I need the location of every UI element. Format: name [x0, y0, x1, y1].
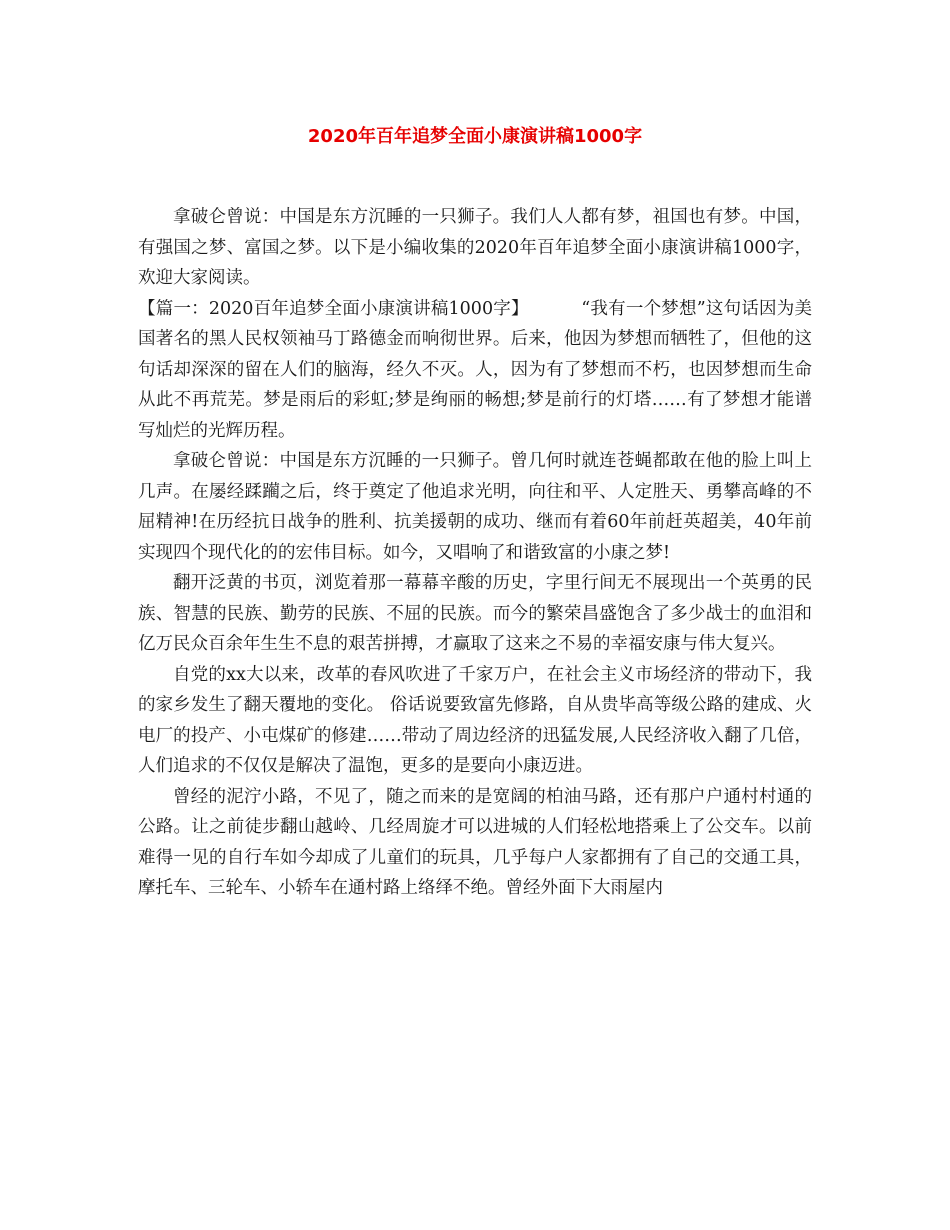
body-paragraph: 翻开泛黄的书页，浏览着那一幕幕辛酸的历史，字里行间无不展现出一个英勇的民族、智慧的民族、勤劳的民族、不屈的民族。而今的繁荣昌盛饱含了多少战士的血泪和亿万民众百余年生生不息的艰苦拼搏，才赢取了这来之不易的幸福安康与伟大复兴。: [138, 573, 812, 654]
body-paragraph: 自党的xx大以来，改革的春风吹进了千家万户，在社会主义市场经济的带动下，我的家乡发生了翻天覆地的变化。 俗话说要致富先修路，自从贵毕高等级公路的建成、火电厂的投产、小屯煤矿的修建……带动了周边经济的迅猛发展,人民经济收入翻了几倍，人们追求的不仅仅是解决了温饱，更多的是要向小康迈进。: [138, 664, 812, 776]
section-first-text: “我有一个梦想”这句话因为美国著名的黑人民权领袖马丁路德金而响彻世界。后来，他因为梦想而牺牲了，但他的这句话却深深的留在人们的脑海，经久不灭。人，因为有了梦想而不朽，也因梦想而生命从此不再荒芜。梦是雨后的彩虹;梦是绚丽的畅想;梦是前行的灯塔……有了梦想才能谱写灿烂的光辉历程。: [138, 298, 812, 441]
document-title: 2020年百年追梦全面小康演讲稿1000字: [307, 126, 643, 147]
intro-paragraph: 拿破仑曾说：中国是东方沉睡的一只狮子。我们人人都有梦，祖国也有梦。中国，有强国之梦、富国之梦。以下是小编收集的2020年百年追梦全面小康演讲稿1000字，欢迎大家阅读。: [138, 207, 812, 288]
section-heading: 【篇一：2020百年追梦全面小康演讲稿1000字】: [138, 298, 529, 319]
body-paragraph: 拿破仑曾说：中国是东方沉睡的一只狮子。曾几何时就连苍蝇都敢在他的脸上叫上几声。在屡经蹂躏之后，终于奠定了他追求光明，向往和平、人定胜天、勇攀高峰的不屈精神!在历经抗日战争的胜利、抗美援朝的成功、继而有着60年前赶英超美，40年前实现四个现代化的的宏伟目标。如今，又唱响了和谐致富的小康之梦!: [138, 451, 812, 563]
body-paragraph: 曾经的泥泞小路，不见了，随之而来的是宽阔的柏油马路，还有那户户通村村通的公路。让之前徒步翻山越岭、几经周旋才可以进城的人们轻松地搭乘上了公交车。以前难得一见的自行车如今却成了儿童们的玩具，几乎每户人家都拥有了自己的交通工具，摩托车、三轮车、小轿车在通村路上络绎不绝。曾经外面下大雨屋内: [138, 786, 812, 898]
document-body: [138, 202, 812, 904]
section-one-paragraph: [138, 294, 812, 447]
